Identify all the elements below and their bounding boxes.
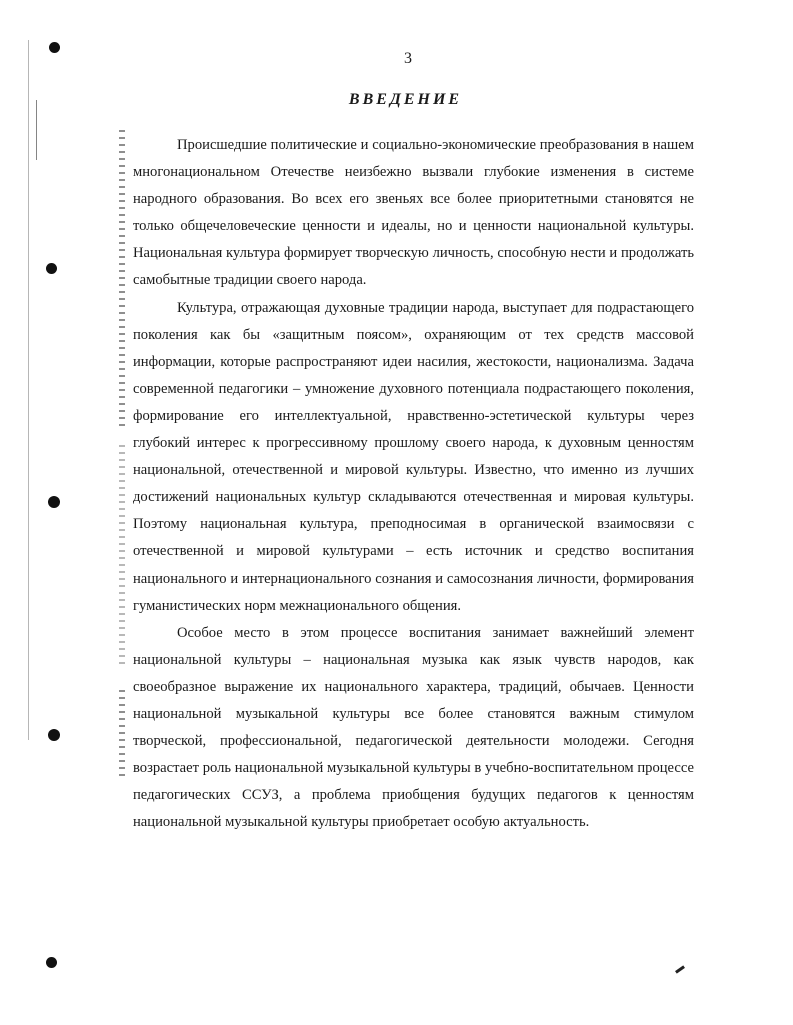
binder-hole bbox=[46, 263, 57, 274]
binder-hole bbox=[48, 729, 60, 741]
paragraph: Происшедшие политические и социально-экономические преобразования в нашем многонациональном Отечестве неизбежно вызвали глубокие изменения в системе народного образования. Во всех его звеньях все более приоритетными становятся не только общечеловеческие ценности и идеалы, но и ценности национальной культуры. Национальная культура формирует творческую личность, способную нести и продолжать самобытные традиции своего народа. bbox=[133, 137, 694, 289]
paragraph: Особое место в этом процессе воспитания занимает важнейший элемент национальной культуры – национальная музыка как язык чувств народов, как своеобразное выражение их национального характера, традиций, обычаев. Ценности национальной музыкальной культуры все более становятся важным стимулом творческой, профессиональной, педагогической деятельности молодежи. Сегодня возрастает роль национальной музыкальной культуры в учебно-воспитательном процессе педагогических ССУЗ, а проблема приобщения будущих педагогов к ценностям национальной музыкальной культуры приобретает особую актуальность. bbox=[133, 624, 694, 831]
binder-hole bbox=[48, 496, 60, 508]
binder-hole bbox=[49, 42, 60, 53]
binding-shadow bbox=[119, 130, 125, 430]
paragraph: Культура, отражающая духовные традиции народа, выступает для подрастающего поколения как бы «защитным поясом», охраняющим от тех средств массовой информации, которые распространяют идеи насилия, жестокости, национализма. Задача современной педагогики – умножение духовного потенциала подрастающего поколения, формирование его интеллектуальной, нравственно-эстетической культуры через глубокий интерес к прогрессивному прошлому своего народа, к духовным ценностям национальной, отечественной и мировой культуры. Известно, что именно из лучших достижений национальных культур складываются отечественная и мировая культуры. Поэтому национальная культура, преподносимая в органической взаимосвязи с отечественной и мировой культурами – есть источник и средство воспитания национального и интернационального сознания и самосознания личности, формирования гуманистических норм межнационального общения. bbox=[133, 299, 694, 614]
body-text bbox=[133, 132, 694, 836]
binding-shadow bbox=[119, 690, 125, 780]
binder-hole bbox=[46, 957, 57, 968]
section-heading: ВВЕДЕНИЕ bbox=[348, 91, 463, 108]
pen-mark bbox=[675, 965, 685, 973]
scan-edge-line bbox=[28, 40, 29, 740]
page-number: 3 bbox=[404, 50, 412, 67]
binding-shadow bbox=[119, 445, 125, 665]
scan-edge-mark bbox=[36, 100, 37, 160]
